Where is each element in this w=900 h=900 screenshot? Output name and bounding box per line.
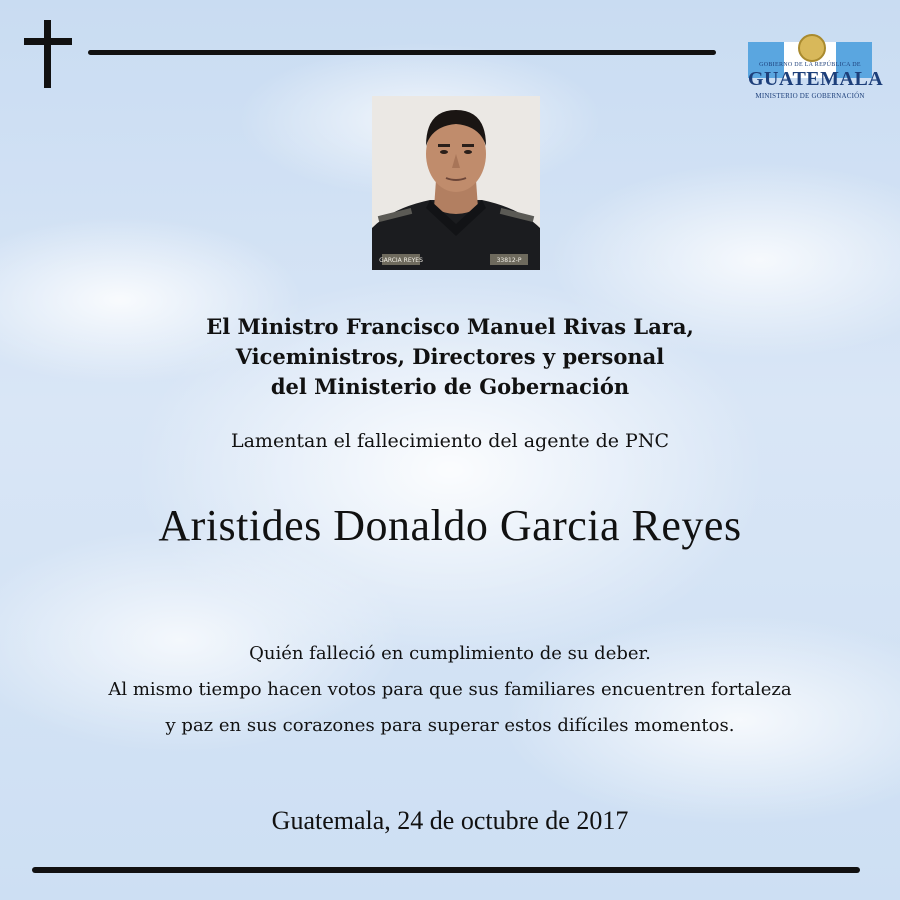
bottom-divider xyxy=(32,867,860,873)
date-line: Guatemala, 24 de octubre de 2017 xyxy=(271,806,629,835)
top-divider xyxy=(88,50,716,55)
agent-photo xyxy=(372,96,540,270)
message-line: Al mismo tiempo hacen votos para que sus familiares encuentren fortaleza xyxy=(108,679,792,700)
deceased-name: Aristides Donaldo Garcia Reyes xyxy=(158,501,742,550)
lament-text: Lamentan el fallecimiento del agente de PNC xyxy=(230,430,669,452)
coat-of-arms-icon xyxy=(798,34,826,62)
message-line: Quién falleció en cumplimiento de su deber. xyxy=(249,643,651,664)
condolence-message xyxy=(0,636,900,744)
government-logo xyxy=(748,32,884,104)
nametag-text: GARCIA REYES xyxy=(379,257,423,264)
message-line: y paz en sus corazones para superar estos difíciles momentos. xyxy=(165,715,735,736)
cross-icon xyxy=(24,20,72,88)
heading-line: del Ministerio de Gobernación xyxy=(270,374,630,399)
badge-number-text: 33812-P xyxy=(496,257,522,264)
logo-ministry-text: MINISTERIO DE GOBERNACIÓN xyxy=(755,92,865,100)
logo-main-text: GUATEMALA xyxy=(748,68,884,90)
logo-top-text: GOBIERNO DE LA REPÚBLICA DE xyxy=(759,62,861,68)
issuers-heading xyxy=(0,312,900,402)
heading-line: El Ministro Francisco Manuel Rivas Lara, xyxy=(206,314,694,339)
heading-line: Viceministros, Directores y personal xyxy=(235,344,665,369)
